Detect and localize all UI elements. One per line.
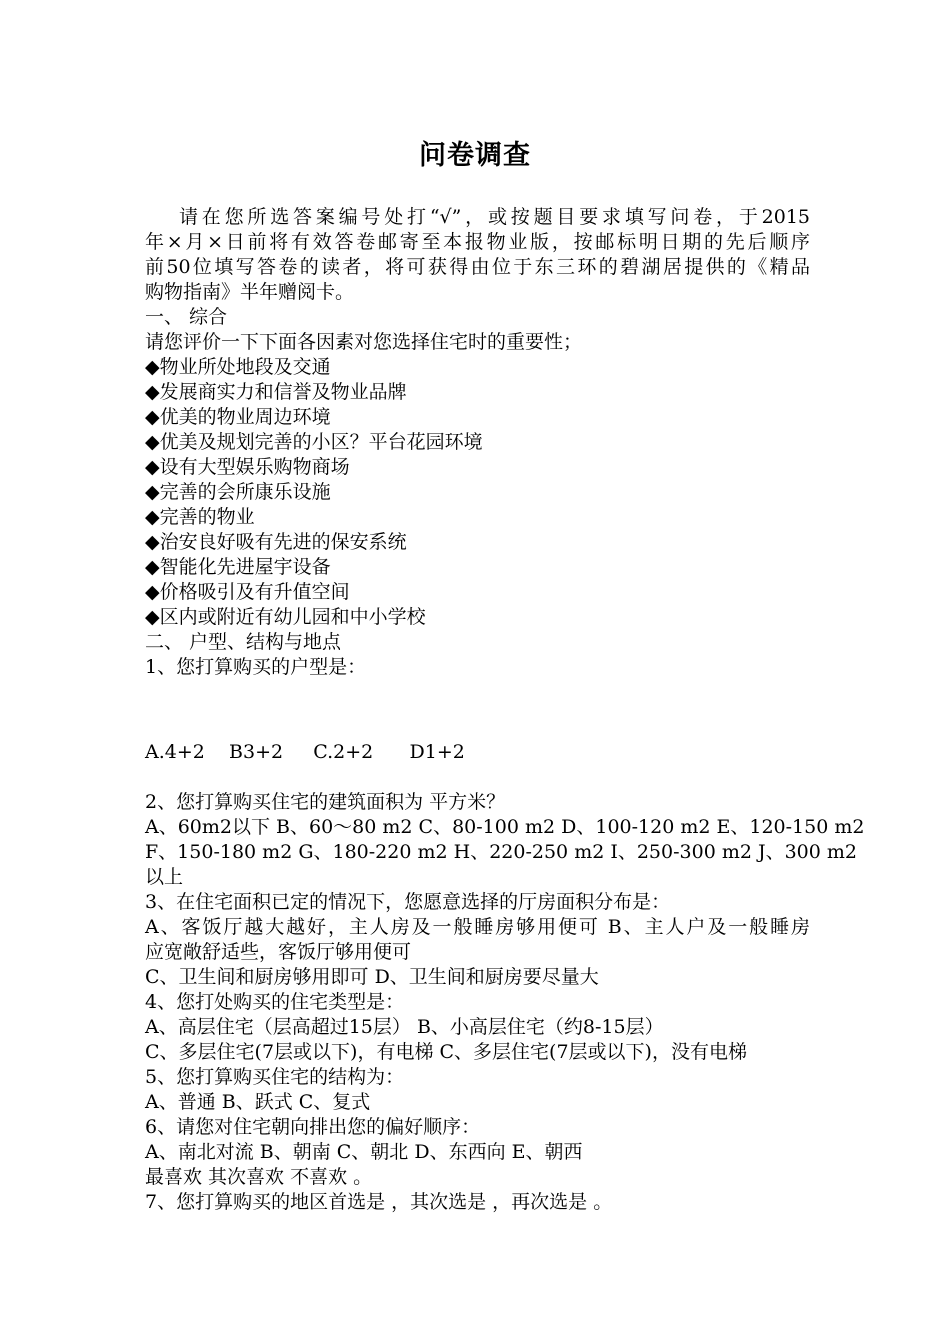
intro-line-2: 年×月×日前将有效答卷邮寄至本报物业版，按邮标明日期的先后顺序 — [145, 231, 810, 253]
question-2-options-line: A、60m2以下 B、60～80 m2 C、80-100 m2 D、100-120 m2 E、120-150 m2 — [145, 816, 865, 838]
question-4-options-line: C、多层住宅(7层或以下)，有电梯 C、多层住宅(7层或以下)，没有电梯 — [145, 1041, 747, 1063]
question-2-options-line: 以上 — [145, 866, 184, 888]
factor-item: ◆完善的会所康乐设施 — [145, 481, 331, 503]
question-3: 3、在住宅面积已定的情况下，您愿意选择的厅房面积分布是： — [145, 891, 671, 913]
factor-item: ◆治安良好吸有先进的保安系统 — [145, 531, 407, 553]
question-6-options: A、南北对流 B、朝南 C、朝北 D、东西向 E、朝西 — [145, 1141, 583, 1163]
document-body — [145, 205, 865, 1215]
question-5: 5、您打算购买住宅的结构为： — [145, 1066, 405, 1088]
question-1: 1、您打算购买的户型是： — [145, 656, 367, 678]
question-2-options-line: F、150-180 m2 G、180-220 m2 H、220-250 m2 I、250-300 m2 J、300 m2 — [145, 841, 857, 863]
question-2: 2、您打算购买住宅的建筑面积为 平方米？ — [145, 791, 506, 813]
question-1-options: A.4+2 B3+2 C.2+2 D1+2 — [145, 741, 465, 763]
section1-prompt: 请您评价一下下面各因素对您选择住宅时的重要性； — [145, 331, 583, 353]
question-3-options-line: C、卫生间和厨房够用即可 D、卫生间和厨房要尽量大 — [145, 966, 599, 988]
factor-item: ◆智能化先进屋宇设备 — [145, 556, 331, 578]
intro-line-3: 前50位填写答卷的读者，将可获得由位于东三环的碧湖居提供的《精品 — [145, 256, 810, 278]
factor-item: ◆价格吸引及有升值空间 — [145, 581, 350, 603]
section1-heading: 一、 综合 — [145, 306, 228, 328]
factor-item: ◆设有大型娱乐购物商场 — [145, 456, 350, 478]
intro-line-1: 请在您所选答案编号处打“√”，或按题目要求填写问卷，于2015 — [179, 206, 810, 228]
question-3-options-line: A、客饭厅越大越好，主人房及一般睡房够用便可 B、主人户及一般睡房 — [145, 916, 810, 938]
question-6-rank: 最喜欢 其次喜欢 不喜欢 。 — [145, 1166, 373, 1188]
question-3-options-line: 应宽敞舒适些，客饭厅够用便可 — [145, 941, 412, 963]
page-title: 问卷调查 — [419, 140, 531, 171]
factor-item: ◆优美及规划完善的小区？平台花园环境 — [145, 431, 483, 453]
question-4: 4、您打处购买的住宅类型是： — [145, 991, 405, 1013]
factor-item: ◆优美的物业周边环境 — [145, 406, 331, 428]
question-7: 7、您打算购买的地区首选是 ，其次选是 ，再次选是 。 — [145, 1191, 613, 1213]
question-4-options-line: A、高层住宅（层高超过15层） B、小高层住宅（约8-15层） — [145, 1016, 664, 1038]
intro-line-4: 购物指南》半年赠阅卡。 — [145, 281, 355, 303]
factor-item: ◆物业所处地段及交通 — [145, 356, 331, 378]
section2-heading: 二、 户型、结构与地点 — [145, 631, 342, 653]
factor-item: ◆区内或附近有幼儿园和中小学校 — [145, 606, 426, 628]
factor-item: ◆完善的物业 — [145, 506, 255, 528]
question-5-options: A、普通 B、跃式 C、复式 — [145, 1091, 371, 1113]
factor-item: ◆发展商实力和信誉及物业品牌 — [145, 381, 407, 403]
question-6: 6、请您对住宅朝向排出您的偏好顺序： — [145, 1116, 481, 1138]
